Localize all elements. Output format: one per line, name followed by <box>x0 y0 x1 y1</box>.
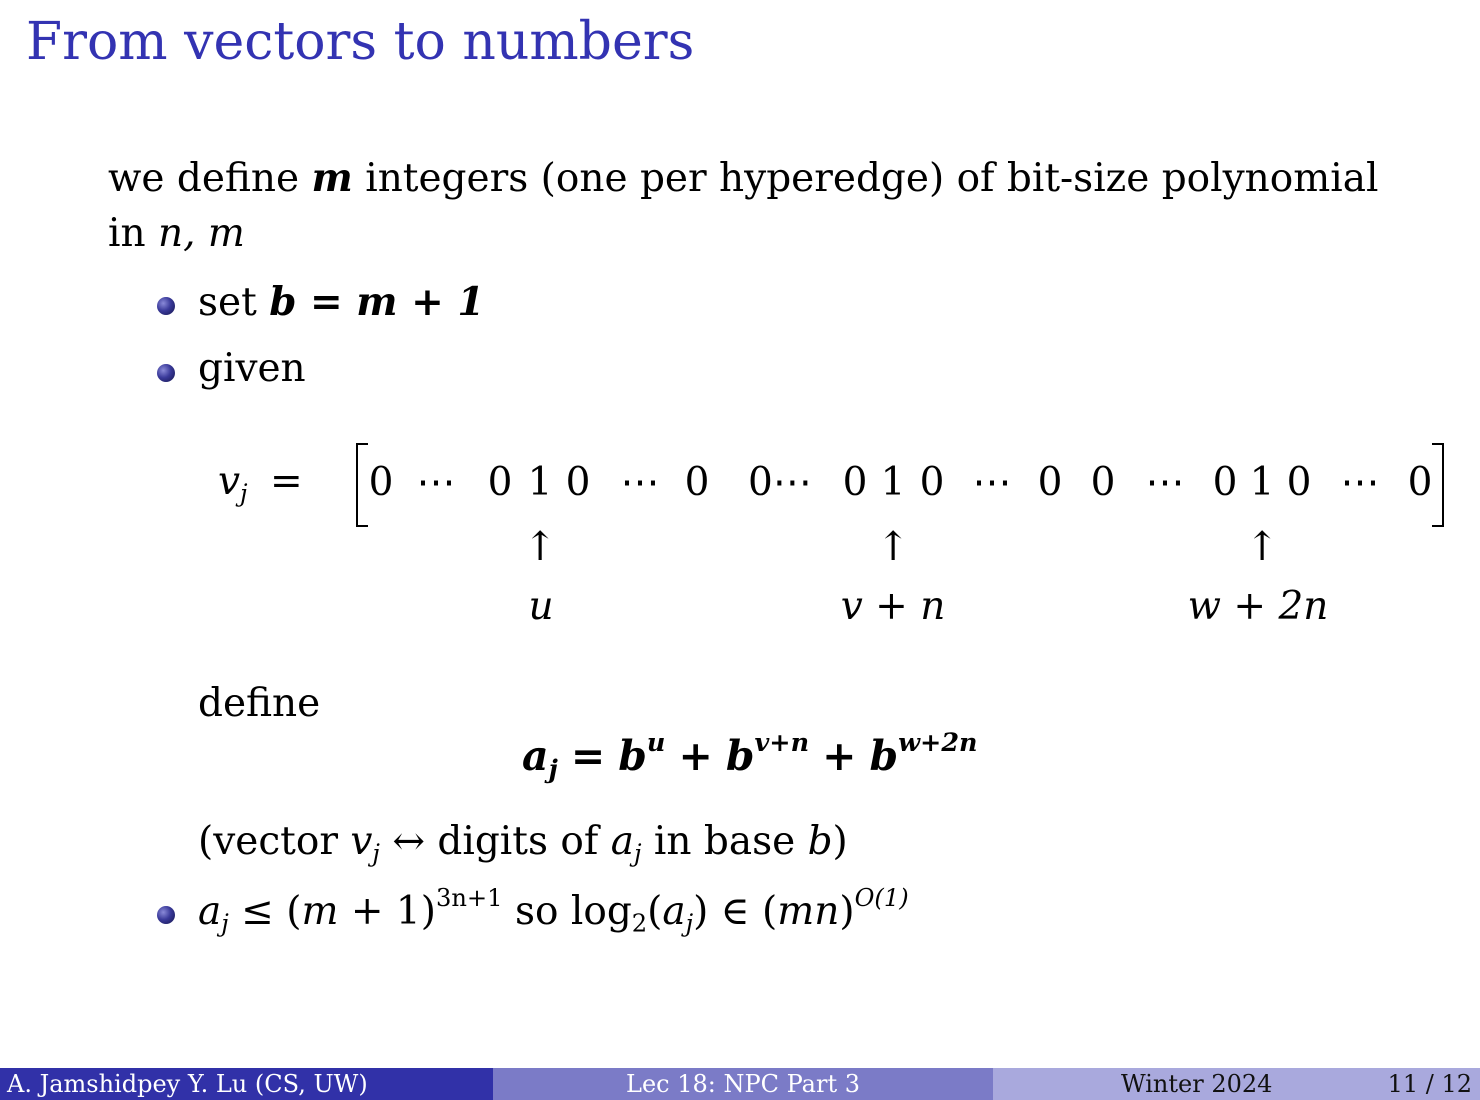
formula-b3: b <box>869 732 899 780</box>
note-close: ) <box>832 819 848 864</box>
label-v-text: v + n <box>840 584 946 629</box>
note-a-sub: j <box>633 839 642 868</box>
footer-right <box>993 1068 1480 1100</box>
formula-exp3: w+2n <box>898 726 978 757</box>
bound-big-o: O(1) <box>854 883 909 912</box>
label-w-text: w + 2n <box>1187 584 1329 629</box>
intro-text-tail: integers (one per hyperedge) of bit-size polynomial <box>365 156 1379 201</box>
label-w-plus-2n <box>1158 584 1358 629</box>
bound-exp: 3n+1 <box>435 883 503 912</box>
formula-plus1: + <box>678 732 713 780</box>
footer-authors: A. Jamshidpey Y. Lu (CS, UW) <box>0 1068 493 1100</box>
label-u-text: u <box>528 584 554 629</box>
formula-exp1: u <box>646 726 666 757</box>
vector-entry: 1 <box>880 460 906 505</box>
define-label: define <box>198 681 321 726</box>
vector-entry: 0 <box>1286 460 1312 505</box>
vector-entry: ⋯ <box>1145 460 1185 505</box>
formula-a-sub: j <box>548 753 558 784</box>
bound-a2: a <box>662 889 686 934</box>
vector-entry: 0 <box>919 460 945 505</box>
label-v-plus-n <box>793 584 993 629</box>
intro-line-1 <box>108 156 1378 202</box>
intro-vars: n, m <box>158 211 245 256</box>
vector-entry: ⋯ <box>1340 460 1380 505</box>
bullet-icon <box>157 297 175 315</box>
vector-sub: j <box>240 479 248 508</box>
bound-leq: ≤ ( <box>241 889 302 934</box>
vector-entry: 0 <box>1037 460 1063 505</box>
vector-lhs <box>218 459 303 508</box>
vector-entry: 0 <box>368 460 394 505</box>
vector-entry: 0 <box>487 460 513 505</box>
bound-a-sub: j <box>221 909 229 938</box>
bullet-set-b <box>198 280 485 326</box>
bound-so-log: so log <box>514 889 632 934</box>
vector-entry: 0 <box>565 460 591 505</box>
vector-entry: ⋯ <box>416 460 456 505</box>
vector-entry: ⋯ <box>620 460 660 505</box>
vector-entry: 0⋯ <box>748 460 812 505</box>
intro-line-2 <box>108 212 245 257</box>
vector-entry: ⋯ <box>972 460 1012 505</box>
intro-text: we define <box>108 156 300 201</box>
bound-close: ) <box>839 889 855 934</box>
intro-in: in <box>108 211 146 256</box>
arrow-up-icon: ↑ <box>1245 524 1279 570</box>
bound-plus1: + 1) <box>350 889 436 934</box>
bound-a2-sub: j <box>685 909 694 938</box>
note-a: a <box>610 819 634 864</box>
bullet-bound <box>198 883 909 938</box>
vector-entry: 1 <box>527 460 553 505</box>
footer-page: 11 / 12 <box>1387 1070 1472 1098</box>
bound-in: ) ∈ ( <box>693 889 778 934</box>
note-v: v <box>350 819 373 864</box>
bullet1-math: b = m + 1 <box>269 279 485 325</box>
footer-lecture: Lec 18: NPC Part 3 <box>493 1068 993 1100</box>
vector-eq: = <box>269 459 303 504</box>
bound-mn: mn <box>777 889 840 934</box>
vector-entry: 0 <box>1407 460 1433 505</box>
bullet-given: given <box>198 346 306 391</box>
formula-b1: b <box>618 732 647 780</box>
formula-b2: b <box>725 732 755 780</box>
intro-m: m <box>311 155 353 201</box>
vector-entry: 0 <box>842 460 868 505</box>
footer-bar <box>0 1068 1480 1100</box>
vector-v: v <box>218 459 241 504</box>
formula-aj <box>522 726 978 784</box>
note-v-sub: j <box>372 839 380 868</box>
bullet1-text: set <box>198 280 257 325</box>
label-u <box>441 584 641 629</box>
note-tail: in base <box>653 819 796 864</box>
bullet-icon <box>157 364 175 382</box>
formula-eq: = <box>570 732 606 780</box>
footer-term: Winter 2024 <box>1121 1070 1273 1098</box>
bound-log-sub: 2 <box>631 909 648 938</box>
digits-note <box>198 819 848 868</box>
formula-a: a <box>522 732 549 780</box>
arrow-up-icon: ↑ <box>876 524 910 570</box>
formula-plus2: + <box>822 732 857 780</box>
vector-entry: 0 <box>1090 460 1116 505</box>
vector-entry: 0 <box>684 460 710 505</box>
slide-title: From vectors to numbers <box>26 12 695 72</box>
bound-paren-open: ( <box>647 889 663 934</box>
vector-entry: 0 <box>1212 460 1238 505</box>
bound-a: a <box>198 889 222 934</box>
arrow-up-icon: ↑ <box>523 524 557 570</box>
bullet-icon <box>157 906 175 924</box>
bound-m: m <box>301 889 339 934</box>
note-open: (vector <box>198 819 338 864</box>
note-b: b <box>807 819 833 864</box>
vector-entry: 1 <box>1249 460 1275 505</box>
formula-exp2: v+n <box>754 726 810 757</box>
note-mid: ↔ digits of <box>392 819 599 864</box>
